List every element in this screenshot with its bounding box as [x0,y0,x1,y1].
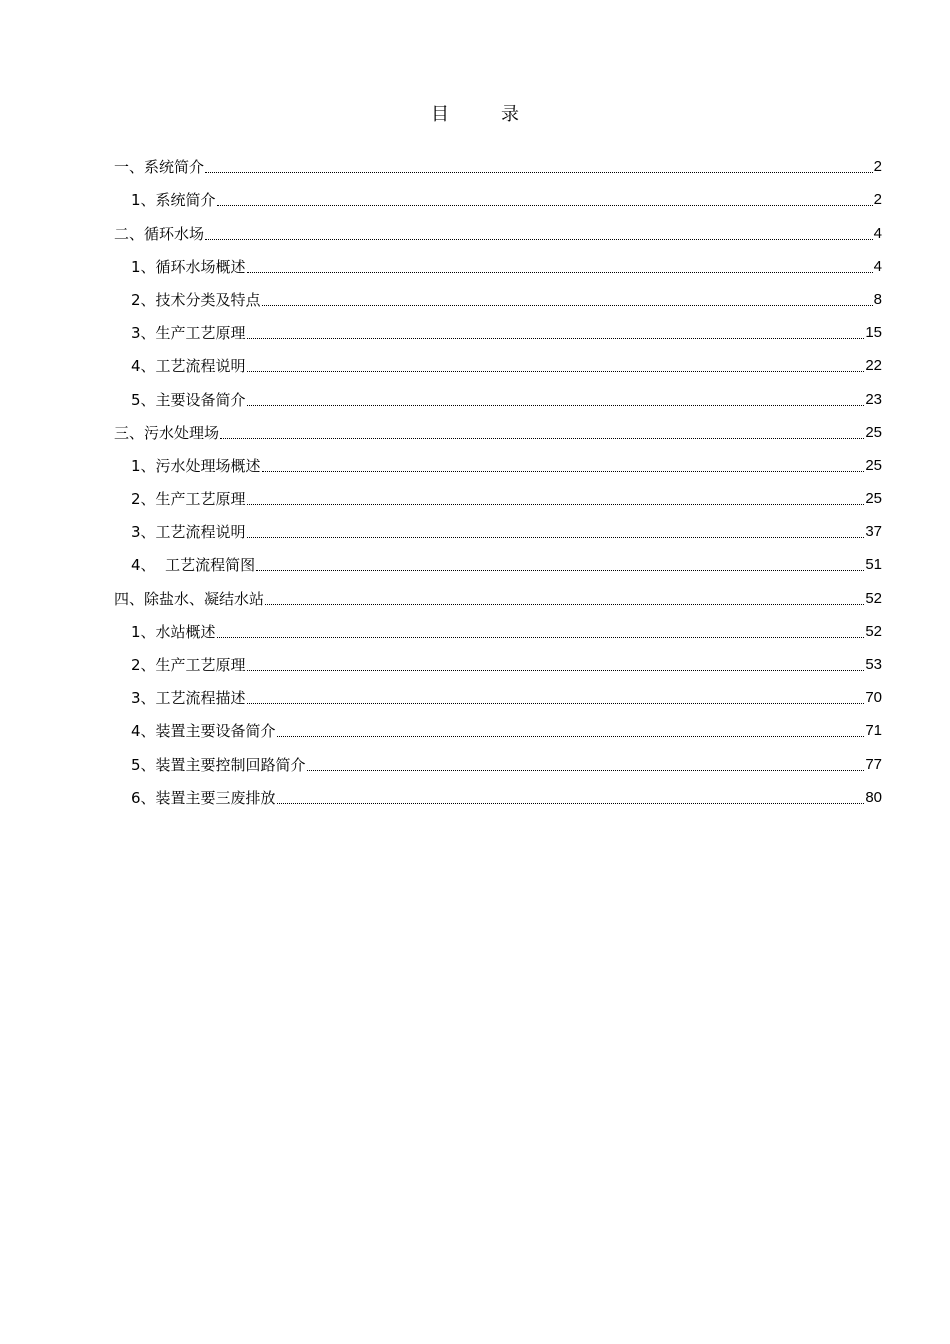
toc-entry-label: 1、循环水场概述 [131,257,246,276]
toc-entry-label: 1、水站概述 [131,622,216,641]
toc-entry[interactable] [114,150,882,183]
toc-dot-leader [247,504,865,505]
toc-entry-label: 三、污水处理场 [114,423,220,442]
toc-dot-leader [247,670,865,671]
toc-entry[interactable] [114,648,882,681]
toc-dot-leader [217,205,873,206]
toc-dot-leader [247,703,865,704]
toc-dot-leader [277,736,865,737]
toc-dot-leader [205,172,873,173]
toc-entry[interactable] [114,515,882,548]
toc-entry-page-number: 23 [865,390,882,408]
toc-entry-label: 4、装置主要设备简介 [131,722,276,741]
toc-entry[interactable] [114,382,882,415]
toc-dot-leader [262,471,865,472]
toc-dot-leader [247,537,865,538]
toc-entry[interactable] [114,681,882,714]
toc-entry-label: 1、系统简介 [131,191,216,210]
toc-entry-label: 4、 工艺流程简图 [131,556,256,575]
page-title-left: 目 [431,104,449,125]
toc-entry-label: 3、工艺流程描述 [131,689,246,708]
toc-entry[interactable] [114,615,882,648]
toc-dot-leader [247,405,865,406]
toc-entry-page-number: 4 [873,224,882,242]
toc-entry-page-number: 2 [873,191,882,209]
toc-dot-leader [217,637,865,638]
toc-entry-page-number: 52 [865,622,882,640]
toc-entry-label: 二、循环水场 [114,224,205,243]
toc-dot-leader [265,604,864,605]
toc-entry-label: 1、污水处理场概述 [131,456,261,475]
toc-entry[interactable] [114,349,882,382]
toc-dot-leader [256,570,864,571]
toc-entry-label: 6、装置主要三废排放 [131,788,276,807]
toc-entry-label: 2、生产工艺原理 [131,656,246,674]
toc-entry[interactable] [114,283,882,316]
toc-entry[interactable] [114,548,882,581]
toc-entry-page-number: 25 [865,423,882,441]
toc-entry-label: 一、系统简介 [114,158,205,177]
toc-entry[interactable] [114,482,882,515]
toc-entry-page-number: 77 [865,755,882,773]
toc-entry-label: 3、工艺流程说明 [131,523,246,542]
toc-entry-page-number: 53 [865,656,882,673]
toc-entry-page-number: 80 [865,788,882,806]
toc-entry[interactable] [114,416,882,449]
table-of-contents [114,150,882,814]
toc-dot-leader [220,438,864,439]
toc-entry-page-number: 15 [865,324,882,342]
toc-dot-leader [307,770,865,771]
toc-entry[interactable] [114,714,882,747]
toc-entry-page-number: 2 [873,158,882,176]
toc-dot-leader [262,305,873,306]
toc-entry-page-number: 52 [865,589,882,607]
toc-dot-leader [277,803,865,804]
toc-entry[interactable] [114,216,882,249]
toc-entry-label: 2、技术分类及特点 [131,290,261,309]
page-title [0,103,950,127]
toc-entry-page-number: 71 [865,722,882,740]
toc-dot-leader [247,371,865,372]
toc-dot-leader [247,338,865,339]
toc-entry-label: 5、主要设备简介 [131,390,246,409]
toc-entry-label: 5、装置主要控制回路简介 [131,755,306,774]
toc-entry-page-number: 25 [865,456,882,474]
toc-entry-page-number: 8 [873,290,882,308]
toc-dot-leader [247,272,873,273]
toc-entry-label: 2、生产工艺原理 [131,490,246,509]
toc-entry-page-number: 51 [865,556,882,574]
toc-entry[interactable] [114,250,882,283]
toc-entry-page-number: 37 [865,523,882,541]
toc-entry[interactable] [114,183,882,216]
page-title-right: 录 [501,104,519,125]
toc-dot-leader [205,239,873,240]
toc-entry-page-number: 70 [865,689,882,707]
toc-entry[interactable] [114,781,882,814]
toc-entry-page-number: 25 [865,490,882,508]
toc-entry[interactable] [114,449,882,482]
toc-entry[interactable] [114,747,882,780]
toc-entry-page-number: 22 [865,357,882,375]
toc-entry[interactable] [114,316,882,349]
toc-entry-page-number: 4 [873,257,882,275]
toc-entry-label: 4、工艺流程说明 [131,357,246,376]
toc-entry-label: 四、除盐水、凝结水站 [114,589,265,608]
toc-entry-label: 3、生产工艺原理 [131,324,246,343]
toc-entry[interactable] [114,581,882,614]
